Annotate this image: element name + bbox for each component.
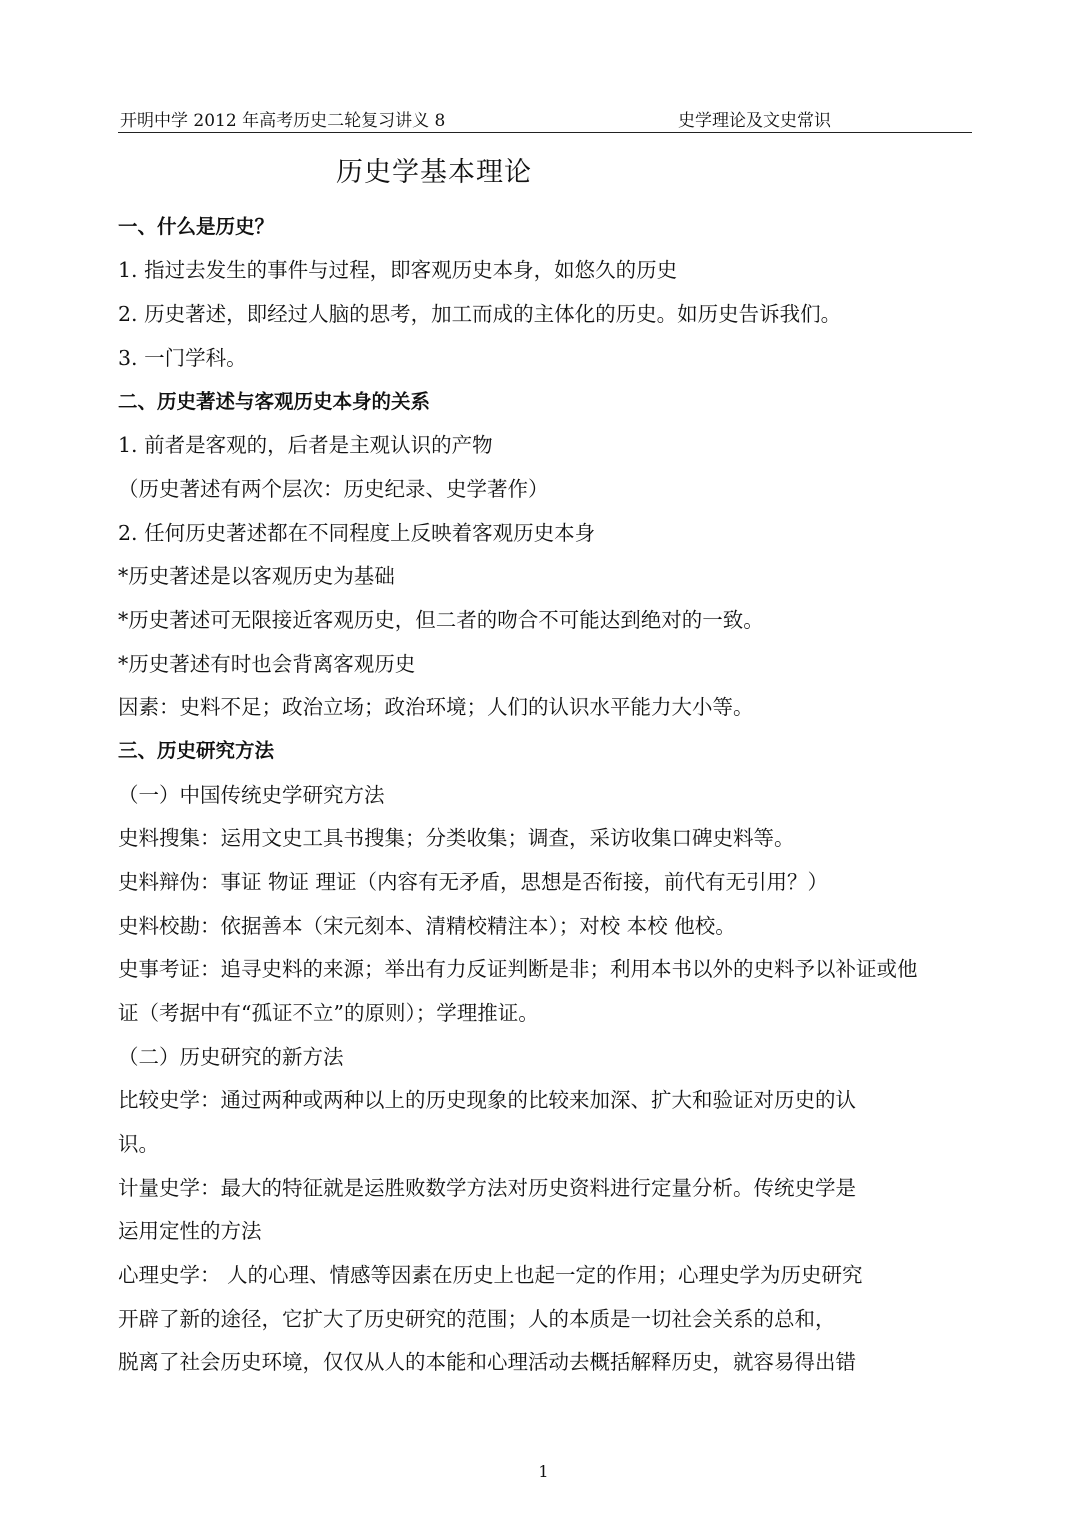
page-number: 1 <box>538 1462 549 1481</box>
body-line: 2. 历史著述，即经过人脑的思考，加工而成的主体化的历史。如历史告诉我们。 <box>118 302 842 326</box>
section-heading-2: 二、历史著述与客观历史本身的关系 <box>118 390 431 413</box>
body-line: *历史著述有时也会背离客观历史 <box>118 652 416 676</box>
header-left-text: 开明中学 2012 年高考历史二轮复习讲义 8 <box>120 111 446 131</box>
body-line: 2. 任何历史著述都在不同程度上反映着客观历史本身 <box>118 521 596 545</box>
body-line: 开辟了新的途径，它扩大了历史研究的范围；人的本质是一切社会关系的总和， <box>118 1307 836 1331</box>
section-heading-3: 三、历史研究方法 <box>118 739 275 762</box>
body-line: 1. 指过去发生的事件与过程，即客观历史本身，如悠久的历史 <box>118 258 678 282</box>
body-line: 3. 一门学科。 <box>118 346 247 370</box>
body-line: 因素：史料不足；政治立场；政治环境；人们的认识水平能力大小等。 <box>118 695 754 719</box>
section-heading-1: 一、什么是历史？ <box>118 215 275 238</box>
body-line: 史料辩伪：事证 物证 理证（内容有无矛盾，思想是否衔接，前代有无引用？） <box>118 870 829 894</box>
body-line: 运用定性的方法 <box>118 1219 262 1243</box>
body-line: *历史著述是以客观历史为基础 <box>118 564 395 588</box>
body-line: 史料搜集：运用文史工具书搜集；分类收集；调查，采访收集口碑史料等。 <box>118 826 795 850</box>
body-line: 脱离了社会历史环境，仅仅从人的本能和心理活动去概括解释历史，就容易得出错 <box>118 1350 856 1374</box>
body-line: 计量史学：最大的特征就是运胜败数学方法对历史资料进行定量分析。传统史学是 <box>118 1176 856 1200</box>
body-line: 史料校勘：依据善本（宋元刻本、清精校精注本）；对校 本校 他校。 <box>118 914 736 938</box>
header-right-text: 史学理论及文史常识 <box>678 111 831 131</box>
body-line: 比较史学：通过两种或两种以上的历史现象的比较来加深、扩大和验证对历史的认 <box>118 1088 856 1112</box>
sub-heading: （二）历史研究的新方法 <box>118 1045 344 1069</box>
body-line: 识。 <box>118 1132 159 1156</box>
document-title: 历史学基本理论 <box>336 157 532 188</box>
body-line: 心理史学： 人的心理、情感等因素在历史上也起一定的作用；心理史学为历史研究 <box>118 1263 863 1287</box>
body-line: 史事考证：追寻史料的来源；举出有力反证判断是非；利用本书以外的史料予以补证或他 <box>118 957 918 981</box>
body-line: 证（考据中有“孤证不立”的原则）；学理推证。 <box>118 1001 539 1025</box>
page-header <box>118 104 972 133</box>
body-line: *历史著述可无限接近客观历史，但二者的吻合不可能达到绝对的一致。 <box>118 608 764 632</box>
sub-heading: （一）中国传统史学研究方法 <box>118 783 385 807</box>
body-line: 1. 前者是客观的，后者是主观认识的产物 <box>118 433 493 457</box>
body-line: （历史著述有两个层次：历史纪录、史学著作） <box>118 477 549 501</box>
